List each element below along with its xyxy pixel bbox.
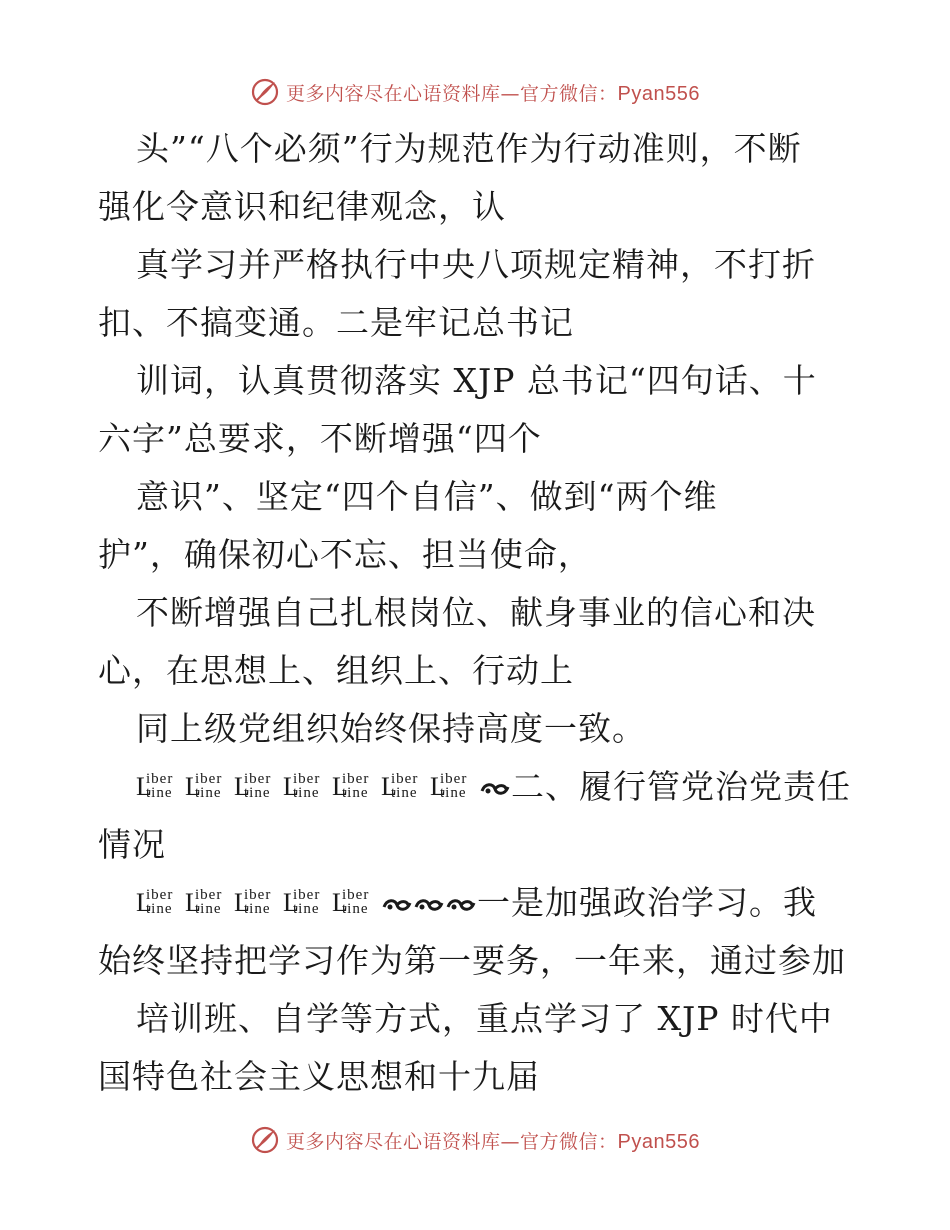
- liberline-glyph: L iber tine: [283, 771, 321, 801]
- text-line: 情况: [98, 825, 166, 864]
- text-line: 扣、不搞变通。二是牢记总书记: [98, 303, 574, 342]
- liberline-glyph: L iber tine: [430, 771, 468, 801]
- swash-glyph-icon: [445, 893, 477, 917]
- swash-glyph-icon: [413, 893, 445, 917]
- text-line: 不断增强自己扎根岗位、献身事业的信心和决: [136, 593, 816, 632]
- liberline-glyph: L iber tine: [136, 771, 174, 801]
- watermark-footer: [0, 1120, 950, 1160]
- text-line: 头”“八个必须”行为规范作为行动准则，不断: [136, 129, 802, 168]
- subsection-text: 一是加强政治学习。我: [477, 883, 817, 922]
- text-line: 意识”、坚定“四个自信”、做到“两个维: [136, 477, 718, 516]
- swash-glyph-icon: [381, 893, 413, 917]
- subsection-line: [98, 874, 858, 932]
- text-line: 心，在思想上、组织上、行动上: [98, 651, 574, 690]
- text-line: 同上级党组织始终保持高度一致。: [136, 709, 646, 748]
- watermark-header: [0, 72, 950, 112]
- liberline-glyph: L iber tine: [185, 771, 223, 801]
- quill-logo-icon: [250, 1125, 280, 1155]
- liberline-glyph: L iber tine: [136, 887, 174, 917]
- text-line: 六字”总要求，不断增强“四个: [98, 419, 542, 458]
- section-heading-text: 二、履行管党治党责任: [511, 767, 851, 806]
- liberline-glyph: L iber tine: [234, 887, 272, 917]
- text-line: 强化令意识和纪律观念，认: [98, 187, 506, 226]
- liberline-glyph: L iber tine: [332, 771, 370, 801]
- ligature-glyph-run: [136, 772, 479, 806]
- text-line: 培训班、自学等方式，重点学习了 XJP 时代中: [136, 999, 833, 1038]
- document-body: [98, 120, 858, 1106]
- liberline-glyph: L iber tine: [332, 887, 370, 917]
- liberline-glyph: L iber tine: [234, 771, 272, 801]
- watermark-text: 更多内容尽在心语资料库—官方微信：Pyan556: [286, 82, 700, 105]
- watermark-text: 更多内容尽在心语资料库—官方微信：Pyan556: [286, 1130, 700, 1153]
- watermark-handle: Pyan556: [617, 1130, 700, 1153]
- section-heading-line: [98, 758, 858, 816]
- liberline-glyph: L iber tine: [381, 771, 419, 801]
- text-line: 护”，确保初心不忘、担当使命，: [98, 535, 592, 574]
- liberline-glyph: L iber tine: [283, 887, 321, 917]
- watermark-handle: Pyan556: [617, 82, 700, 105]
- text-line: 国特色社会主义思想和十九届: [98, 1057, 540, 1096]
- text-line: 真学习并严格执行中央八项规定精神，不打折: [136, 245, 816, 284]
- ligature-glyph-run: [136, 888, 381, 922]
- swash-glyph-icon: [479, 777, 511, 801]
- text-line: 始终坚持把学习作为第一要务，一年来，通过参加: [98, 941, 846, 980]
- text-line: 训词，认真贯彻落实 XJP 总书记“四句话、十: [136, 361, 817, 400]
- quill-logo-icon: [250, 77, 280, 107]
- liberline-glyph: L iber tine: [185, 887, 223, 917]
